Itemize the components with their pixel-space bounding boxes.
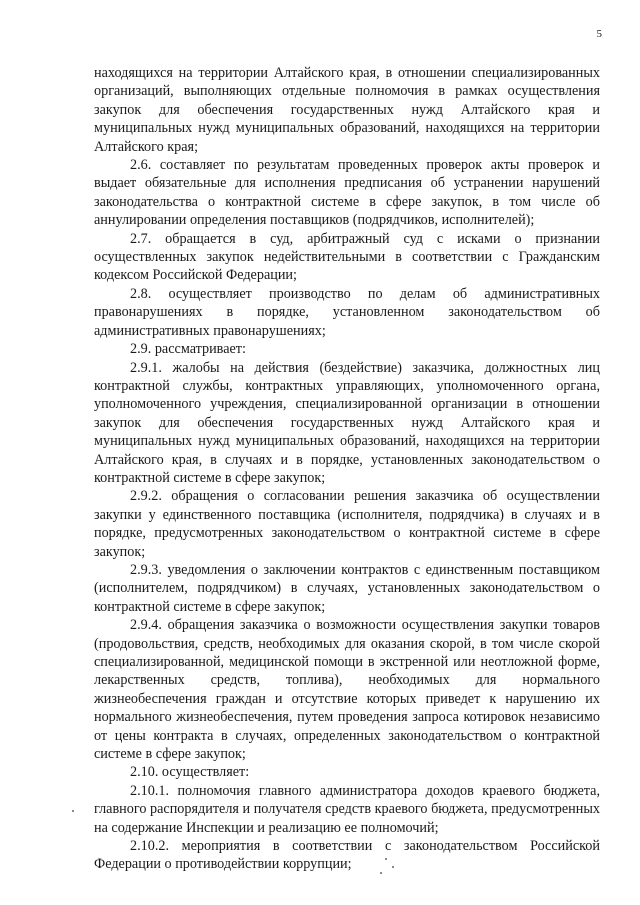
paragraph-2-10-2: 2.10.2. мероприятия в соответствии с законодательством Российской Федерации о противодействии коррупции; [94,838,600,873]
paragraph-2-9: 2.9. рассматривает: [130,341,246,358]
paragraph-2-9-3: 2.9.3. уведомления о заключении контрактов с единственным поставщиком (исполнителем, подрядчиком) в случаях, установленных законодательством о контрактной системе в сфере закупок; [94,561,600,615]
paragraph-continuation: находящихся на территории Алтайского края, в отношении специализированных организаций, выполняющих отдельные полномочия в рамках осуществления закупок для обеспечения государственных нужд Алтайского края и муниципальных нужд муниципальных образований, находящихся на территории Алтайского края; [94,65,600,155]
paragraph-2-9-4: 2.9.4. обращения заказчика о возможности осуществления закупки товаров (продовольствия, средств, необходимых для оказания скорой, в том числе скорой специализированной, медицинской помощи в экстренной или неотложной форме, лекарственных средств, топлива), необходимых для нормального жизнеобеспечения граждан и отсутствие которых приведет к нарушению их нормального жизнеобеспечения, путем проведения запроса котировок независимо от цены контракта в случаях, определенных законодательством о контрактной системе в сфере закупок; [94,617,600,763]
document-body [94,64,600,874]
paragraph-2-7: 2.7. обращается в суд, арбитражный суд с исками о признании осуществленных закупок недействительными в соответствии с Гражданским кодексом Российской Федерации; [94,230,600,284]
scan-speck [385,858,387,860]
page-number: 5 [596,28,602,40]
scan-speck [380,872,382,874]
paragraph-2-10-1: 2.10.1. полномочия главного администратора доходов краевого бюджета, главного распорядителя и получателя средств краевого бюджета, предусмотренных на содержание Инспекции и реализацию ее полномочий; [94,782,600,836]
scan-speck [392,866,394,868]
paragraph-2-10: 2.10. осуществляет: [130,764,250,781]
paragraph-2-9-1: 2.9.1. жалобы на действия (бездействие) заказчика, должностных лиц контрактной службы, контрактных управляющих, уполномоченного органа, уполномоченного учреждения, специализированной организации в отношении закупок для обеспечения государственных нужд Алтайского края и муниципальных нужд муниципальных образований, находящихся на территории Алтайского края, в случаях и в порядке, установленных законодательством о контрактной системе в сфере закупок; [94,359,600,486]
paragraph-2-9-2: 2.9.2. обращения о согласовании решения заказчика об осуществлении закупки у единственного поставщика (исполнителя, подрядчика) в случаях и в порядке, предусмотренных законодательством о контрактной системе в сфере закупок; [94,488,600,560]
paragraph-2-6: 2.6. составляет по результатам проведенных проверок акты проверок и выдает обязательные для исполнения предписания об устранении нарушений законодательства о контрактной системе в сфере закупок, в том числе об аннулировании определения поставщиков (подрядчиков, исполнителей); [94,157,600,229]
scan-speck [72,810,74,812]
paragraph-2-8: 2.8. осуществляет производство по делам об административных правонарушениях в порядке, установленном законодательством об административных правонарушениях; [94,285,600,339]
